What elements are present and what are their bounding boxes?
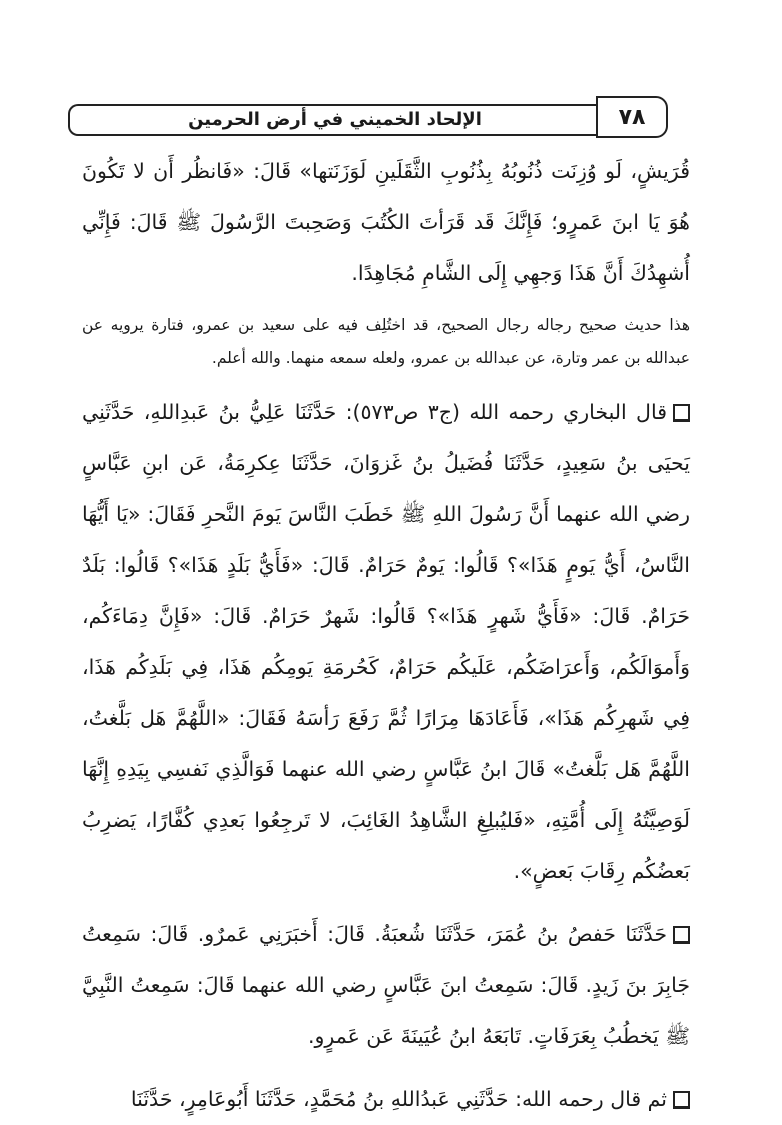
square-bullet-icon: [673, 404, 690, 422]
page-number: ٧٨: [618, 105, 646, 130]
page-content: [82, 146, 690, 1125]
square-bullet-icon: [673, 1091, 690, 1109]
bukhari-hadith-block: [82, 387, 690, 897]
second-chain-text: حَدَّثَنَا حَفصُ بنُ عُمَرَ، حَدَّثَنَا شُعبَةُ. قَالَ: أَخبَرَنِي عَمرٌو. قَالَ: سَمِعتُ جَابِرَ بنَ زَيدٍ. قَالَ: سَمِعتُ ابنَ عَبَّاسٍ رضي الله عنهما قَالَ: سَمِعتُ النَّبِيَّ ﷺ يَخطُبُ بِعَرَفَاتٍ. تَابَعَهُ ابنُ عُيَينَةَ عَن عَمرٍو.: [82, 922, 690, 1048]
third-chain-block: [82, 1074, 690, 1125]
hadith-continuation: قُرَيشٍ، لَو وُزِنَت ذُنُوبُهُ بِذُنُوبِ الثَّقَلَينِ لَوَزَنَتها» قَالَ: «فَانظُر أَن لا تَكُونَ هُوَ يَا ابنَ عَمرٍو؛ فَإِنَّكَ قَد قَرَأتَ الكُتُبَ وَصَحِبتَ الرَّسُولَ ﷺ قَالَ: فَإِنِّي أُشهِدُكَ أَنَّ هَذَا وَجهِي إِلَى الشَّامِ مُجَاهِدًا.: [82, 159, 690, 285]
third-chain-text: ثم قال رحمه الله: حَدَّثَنِي عَبدُاللهِ بنُ مُحَمَّدٍ، حَدَّثَنَا أَبُوعَامِرٍ، حَدَّثَنَا: [130, 1087, 667, 1111]
second-chain-block: [82, 909, 690, 1062]
running-title: الإلحاد الخميني في أرض الحرمين: [188, 109, 482, 130]
authentication-note: هذا حديث صحيح رجاله رجال الصحيح، قد اختُلِف فيه على سعيد بن عمرو، فتارة يرويه عن عبدالله بن عمر وتارة، عن عبدالله بن عمرو، ولعله سمعه منهما. والله أعلم.: [82, 316, 690, 367]
square-bullet-icon: [673, 926, 690, 944]
bukhari-hadith-text: قال البخاري رحمه الله (ج٣ ص٥٧٣): حَدَّثَنَا عَلِيُّ بنُ عَبدِاللهِ، حَدَّثَنِي يَحيَى بنُ سَعِيدٍ، حَدَّثَنَا فُضَيلُ بنُ غَزوَانَ، حَدَّثَنَا عِكرِمَةُ، عَن ابنِ عَبَّاسٍ رضي الله عنهما أَنَّ رَسُولَ اللهِ ﷺ خَطَبَ النَّاسَ يَومَ النَّحرِ فَقَالَ: «يَا أَيُّهَا النَّاسُ، أَيُّ يَومٍ هَذَا»؟ قَالُوا: يَومٌ حَرَامٌ. قَالَ: «فَأَيُّ بَلَدٍ هَذَا»؟ قَالُوا: بَلَدٌ حَرَامٌ. قَالَ: «فَأَيُّ شَهرٍ هَذَا»؟ قَالُوا: شَهرٌ حَرَامٌ. قَالَ: «فَإِنَّ دِمَاءَكُم، وَأَموَالَكُم، وَأَعرَاضَكُم، عَلَيكُم حَرَامٌ، كَحُرمَةِ يَومِكُم هَذَا، فِي بَلَدِكُم هَذَا، فِي شَهرِكُم هَذَا»، فَأَعَادَهَا مِرَارًا ثُمَّ رَفَعَ رَأسَهُ فَقَالَ: «اللَّهُمَّ هَل بَلَّغتُ، اللَّهُمَّ هَل بَلَّغتُ» قَالَ ابنُ عَبَّاسٍ رضي الله عنهما فَوَالَّذِي نَفسِي بِيَدِهِ إِنَّهَا لَوَصِيَّتُهُ إِلَى أُمَّتِهِ، «فَليُبلِغِ الشَّاهِدُ الغَائِبَ، لا تَرجِعُوا بَعدِي كُفَّارًا، يَضرِبُ بَعضُكُم رِقَابَ بَعضٍ».: [82, 400, 690, 883]
